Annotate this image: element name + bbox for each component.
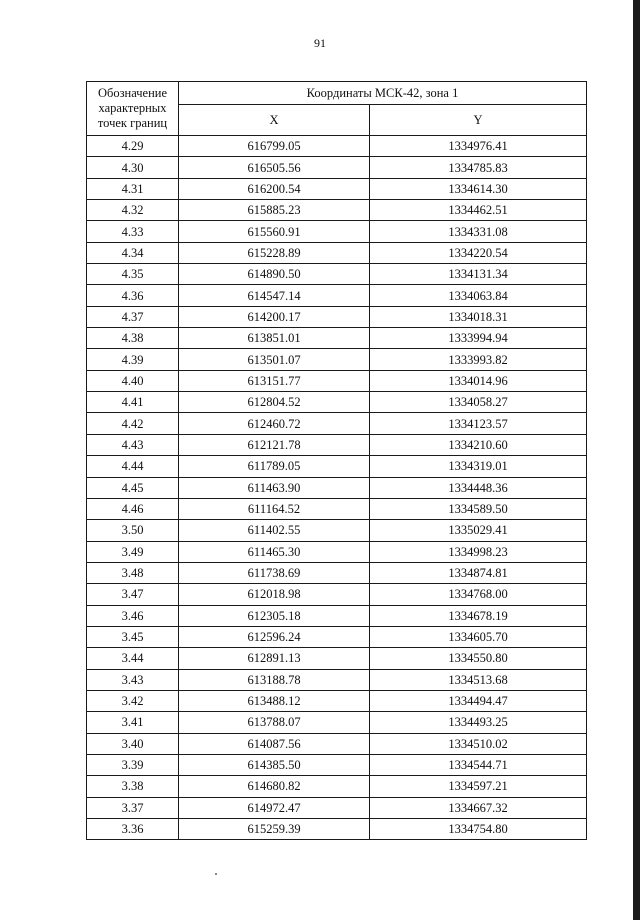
table-row — [87, 712, 587, 733]
table-row — [87, 221, 587, 242]
x-cell: 612596.24 — [179, 626, 370, 647]
table-row — [87, 733, 587, 754]
point-cell: 3.42 — [87, 690, 179, 711]
y-cell: 1334605.70 — [370, 626, 587, 647]
table-row — [87, 328, 587, 349]
x-cell: 613851.01 — [179, 328, 370, 349]
y-cell: 1334597.21 — [370, 776, 587, 797]
point-cell: 4.40 — [87, 370, 179, 391]
y-cell: 1334544.71 — [370, 754, 587, 775]
table-row — [87, 819, 587, 840]
point-cell: 4.36 — [87, 285, 179, 306]
y-cell: 1334018.31 — [370, 306, 587, 327]
point-cell: 4.35 — [87, 264, 179, 285]
table-row — [87, 669, 587, 690]
y-cell: 1334331.08 — [370, 221, 587, 242]
point-cell: 4.31 — [87, 178, 179, 199]
y-cell: 1334210.60 — [370, 434, 587, 455]
y-cell: 1333994.94 — [370, 328, 587, 349]
x-cell: 611738.69 — [179, 562, 370, 583]
x-cell: 614385.50 — [179, 754, 370, 775]
x-cell: 614680.82 — [179, 776, 370, 797]
y-cell: 1334014.96 — [370, 370, 587, 391]
point-cell: 3.40 — [87, 733, 179, 754]
y-cell: 1334319.01 — [370, 456, 587, 477]
x-cell: 612804.52 — [179, 392, 370, 413]
point-cell: 4.45 — [87, 477, 179, 498]
table-row — [87, 648, 587, 669]
x-cell: 615259.39 — [179, 819, 370, 840]
x-cell: 614200.17 — [179, 306, 370, 327]
point-cell: 4.30 — [87, 157, 179, 178]
x-cell: 613788.07 — [179, 712, 370, 733]
x-cell: 612891.13 — [179, 648, 370, 669]
table-row — [87, 477, 587, 498]
point-cell: 4.38 — [87, 328, 179, 349]
table-row — [87, 136, 587, 157]
point-cell: 3.46 — [87, 605, 179, 626]
y-cell: 1334754.80 — [370, 819, 587, 840]
x-cell: 615228.89 — [179, 242, 370, 263]
y-cell: 1334513.68 — [370, 669, 587, 690]
table-row — [87, 264, 587, 285]
y-cell: 1335029.41 — [370, 520, 587, 541]
point-cell: 4.43 — [87, 434, 179, 455]
table-row — [87, 690, 587, 711]
point-cell: 3.45 — [87, 626, 179, 647]
page-number: 91 — [314, 36, 326, 50]
y-cell: 1334123.57 — [370, 413, 587, 434]
table-row — [87, 242, 587, 263]
x-cell: 615560.91 — [179, 221, 370, 242]
x-cell: 615885.23 — [179, 200, 370, 221]
header-y: Y — [370, 105, 587, 136]
table-row — [87, 584, 587, 605]
scan-border — [633, 0, 640, 920]
table-row — [87, 626, 587, 647]
point-cell: 4.46 — [87, 498, 179, 519]
x-cell: 612460.72 — [179, 413, 370, 434]
point-cell: 3.39 — [87, 754, 179, 775]
point-cell: 4.32 — [87, 200, 179, 221]
point-cell: 4.39 — [87, 349, 179, 370]
point-cell: 4.41 — [87, 392, 179, 413]
point-cell: 4.44 — [87, 456, 179, 477]
table-row — [87, 456, 587, 477]
point-cell: 3.48 — [87, 562, 179, 583]
table-row — [87, 157, 587, 178]
table-row — [87, 285, 587, 306]
x-cell: 612018.98 — [179, 584, 370, 605]
x-cell: 613188.78 — [179, 669, 370, 690]
table-row — [87, 797, 587, 818]
x-cell: 613501.07 — [179, 349, 370, 370]
x-cell: 613488.12 — [179, 690, 370, 711]
x-cell: 612121.78 — [179, 434, 370, 455]
point-cell: 3.44 — [87, 648, 179, 669]
point-cell: 3.36 — [87, 819, 179, 840]
table-row — [87, 370, 587, 391]
table-row — [87, 178, 587, 199]
table-row — [87, 434, 587, 455]
table-body — [87, 136, 587, 840]
x-cell: 613151.77 — [179, 370, 370, 391]
table-row — [87, 306, 587, 327]
point-cell: 4.29 — [87, 136, 179, 157]
x-cell: 611164.52 — [179, 498, 370, 519]
table-header — [87, 82, 587, 136]
table-row — [87, 349, 587, 370]
x-cell: 611465.30 — [179, 541, 370, 562]
y-cell: 1334448.36 — [370, 477, 587, 498]
y-cell: 1334493.25 — [370, 712, 587, 733]
point-cell: 4.34 — [87, 242, 179, 263]
x-cell: 616799.05 — [179, 136, 370, 157]
table-row — [87, 520, 587, 541]
y-cell: 1334063.84 — [370, 285, 587, 306]
table-row — [87, 562, 587, 583]
x-cell: 616505.56 — [179, 157, 370, 178]
y-cell: 1334678.19 — [370, 605, 587, 626]
x-cell: 611789.05 — [179, 456, 370, 477]
y-cell: 1334494.47 — [370, 690, 587, 711]
point-cell: 4.42 — [87, 413, 179, 434]
table-row — [87, 200, 587, 221]
y-cell: 1333993.82 — [370, 349, 587, 370]
point-cell: 3.38 — [87, 776, 179, 797]
y-cell: 1334976.41 — [370, 136, 587, 157]
table-row — [87, 605, 587, 626]
y-cell: 1334131.34 — [370, 264, 587, 285]
y-cell: 1334785.83 — [370, 157, 587, 178]
point-cell: 3.49 — [87, 541, 179, 562]
point-cell: 3.41 — [87, 712, 179, 733]
table-row — [87, 498, 587, 519]
y-cell: 1334614.30 — [370, 178, 587, 199]
x-cell: 611402.55 — [179, 520, 370, 541]
table-row — [87, 413, 587, 434]
x-cell: 611463.90 — [179, 477, 370, 498]
point-cell: 3.43 — [87, 669, 179, 690]
point-cell: 4.37 — [87, 306, 179, 327]
y-cell: 1334550.80 — [370, 648, 587, 669]
y-cell: 1334510.02 — [370, 733, 587, 754]
table-row — [87, 776, 587, 797]
y-cell: 1334667.32 — [370, 797, 587, 818]
y-cell: 1334874.81 — [370, 562, 587, 583]
table-row — [87, 754, 587, 775]
x-cell: 614547.14 — [179, 285, 370, 306]
y-cell: 1334998.23 — [370, 541, 587, 562]
y-cell: 1334768.00 — [370, 584, 587, 605]
x-cell: 614890.50 — [179, 264, 370, 285]
table-row — [87, 392, 587, 413]
x-cell: 612305.18 — [179, 605, 370, 626]
point-cell: 3.50 — [87, 520, 179, 541]
header-x: X — [179, 105, 370, 136]
y-cell: 1334058.27 — [370, 392, 587, 413]
coordinates-table — [86, 81, 587, 840]
table-row — [87, 541, 587, 562]
x-cell: 614972.47 — [179, 797, 370, 818]
x-cell: 616200.54 — [179, 178, 370, 199]
scan-speck — [215, 873, 217, 875]
y-cell: 1334462.51 — [370, 200, 587, 221]
y-cell: 1334589.50 — [370, 498, 587, 519]
y-cell: 1334220.54 — [370, 242, 587, 263]
header-coordinate-system: Координаты МСК-42, зона 1 — [179, 82, 587, 105]
point-cell: 3.47 — [87, 584, 179, 605]
x-cell: 614087.56 — [179, 733, 370, 754]
header-point-designation: Обозначение характерных точек границ — [87, 82, 179, 136]
point-cell: 3.37 — [87, 797, 179, 818]
point-cell: 4.33 — [87, 221, 179, 242]
